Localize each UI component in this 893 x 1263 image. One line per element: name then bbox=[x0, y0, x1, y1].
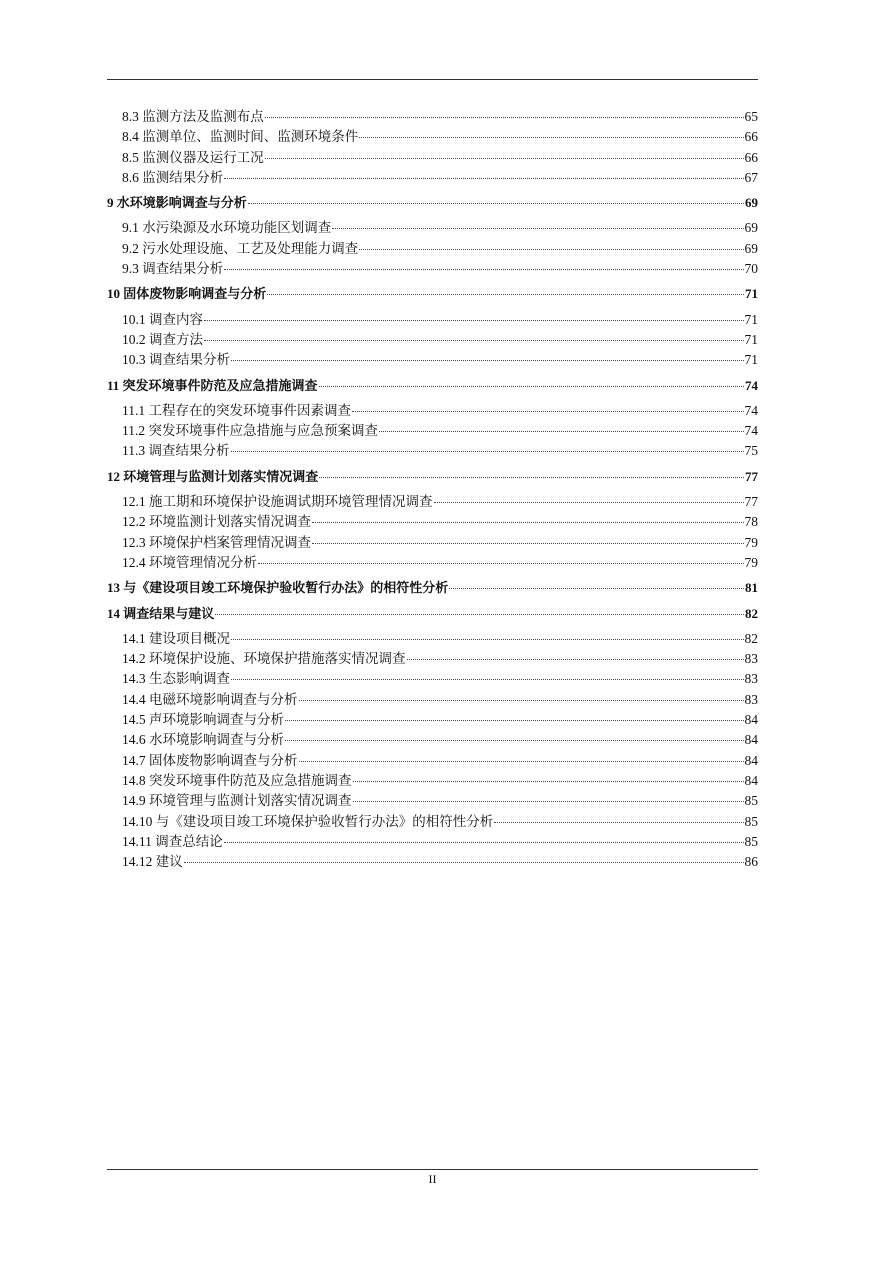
toc-section-entry[interactable] bbox=[107, 259, 758, 279]
toc-entry-title: 11.2 突发环境事件应急措施与应急预案调查 bbox=[122, 423, 378, 439]
toc-dot-leader bbox=[231, 450, 744, 452]
toc-section-entry[interactable] bbox=[107, 492, 758, 512]
header-rule bbox=[107, 79, 758, 80]
toc-dot-leader bbox=[379, 430, 744, 432]
toc-entry-title: 12.2 环境监测计划落实情况调查 bbox=[122, 514, 311, 530]
toc-dot-leader bbox=[258, 562, 744, 564]
toc-section-entry[interactable] bbox=[107, 107, 758, 127]
toc-section-entry[interactable] bbox=[107, 553, 758, 573]
toc-dot-leader bbox=[359, 248, 743, 250]
toc-entry-page-number: 77 bbox=[745, 468, 758, 484]
toc-section-entry[interactable] bbox=[107, 148, 758, 168]
toc-entry-title: 9 水环境影响调查与分析 bbox=[107, 195, 247, 211]
toc-section-entry[interactable] bbox=[107, 239, 758, 259]
footer-page-number: II bbox=[428, 1172, 437, 1186]
toc-entry-page-number: 78 bbox=[744, 514, 758, 530]
toc-entry-title: 14.1 建设项目概况 bbox=[122, 630, 230, 646]
toc-entry-page-number: 71 bbox=[744, 352, 758, 368]
toc-section-entry[interactable] bbox=[107, 690, 758, 710]
toc-entry-page-number: 85 bbox=[744, 833, 758, 849]
toc-section-entry[interactable] bbox=[107, 649, 758, 669]
toc-dot-leader bbox=[353, 780, 744, 782]
toc-section-entry[interactable] bbox=[107, 401, 758, 421]
toc-dot-leader bbox=[299, 760, 744, 762]
toc-section-entry[interactable] bbox=[107, 218, 758, 238]
toc-entry-title: 14.7 固体废物影响调查与分析 bbox=[122, 752, 298, 768]
toc-entry-title: 9.3 调查结果分析 bbox=[122, 261, 224, 277]
toc-entry-page-number: 71 bbox=[744, 331, 758, 347]
toc-entry-page-number: 82 bbox=[744, 630, 758, 646]
toc-entry-title: 10.1 调查内容 bbox=[122, 311, 203, 327]
toc-section-entry[interactable] bbox=[107, 710, 758, 730]
toc-dot-leader bbox=[265, 116, 744, 118]
toc-entry-title: 14 调查结果与建议 bbox=[107, 605, 215, 621]
toc-entry-title: 11.1 工程存在的突发环境事件因素调查 bbox=[122, 402, 351, 418]
toc-dot-leader bbox=[231, 638, 744, 640]
toc-section-entry[interactable] bbox=[107, 533, 758, 553]
toc-section-entry[interactable] bbox=[107, 441, 758, 461]
toc-dot-leader bbox=[215, 613, 744, 615]
toc-entry-title: 9.2 污水处理设施、工艺及处理能力调查 bbox=[122, 240, 359, 256]
toc-entry-page-number: 67 bbox=[744, 169, 758, 185]
toc-section-entry[interactable] bbox=[107, 852, 758, 872]
toc-entry-page-number: 69 bbox=[744, 240, 758, 256]
toc-section-entry[interactable] bbox=[107, 168, 758, 188]
toc-entry-title: 14.12 建议 bbox=[122, 854, 183, 870]
toc-entry-title: 14.4 电磁环境影响调查与分析 bbox=[122, 691, 298, 707]
toc-chapter-entry[interactable] bbox=[107, 578, 758, 598]
toc-entry-title: 14.9 环境管理与监测计划落实情况调查 bbox=[122, 793, 352, 809]
toc-entry-title: 14.3 生态影响调查 bbox=[122, 671, 230, 687]
toc-section-entry[interactable] bbox=[107, 421, 758, 441]
toc-dot-leader bbox=[265, 157, 744, 159]
toc-entry-page-number: 74 bbox=[744, 423, 758, 439]
toc-dot-leader bbox=[319, 476, 744, 478]
toc-section-entry[interactable] bbox=[107, 330, 758, 350]
toc-dot-leader bbox=[299, 699, 744, 701]
toc-dot-leader bbox=[267, 293, 744, 295]
toc-entry-title: 11.3 调查结果分析 bbox=[122, 443, 230, 459]
toc-entry-page-number: 69 bbox=[744, 220, 758, 236]
toc-dot-leader bbox=[352, 410, 744, 412]
toc-entry-title: 12.3 环境保护档案管理情况调查 bbox=[122, 534, 311, 550]
toc-section-entry[interactable] bbox=[107, 669, 758, 689]
toc-entry-page-number: 84 bbox=[744, 772, 758, 788]
toc-entry-page-number: 66 bbox=[744, 149, 758, 165]
toc-dot-leader bbox=[285, 719, 744, 721]
toc-entry-page-number: 77 bbox=[744, 494, 758, 510]
toc-dot-leader bbox=[494, 821, 743, 823]
toc-chapter-entry[interactable] bbox=[107, 284, 758, 304]
toc-dot-leader bbox=[204, 339, 744, 341]
toc-entry-title: 13 与《建设项目竣工环境保护验收暂行办法》的相符性分析 bbox=[107, 580, 449, 596]
toc-entry-title: 12.1 施工期和环境保护设施调试期环境管理情况调查 bbox=[122, 494, 433, 510]
toc-entry-page-number: 75 bbox=[744, 443, 758, 459]
toc-entry-title: 14.6 水环境影响调查与分析 bbox=[122, 732, 284, 748]
toc-entry-title: 8.3 监测方法及监测布点 bbox=[122, 109, 264, 124]
toc-section-entry[interactable] bbox=[107, 730, 758, 750]
toc-entry-title: 10 固体废物影响调查与分析 bbox=[107, 286, 267, 302]
toc-entry-page-number: 85 bbox=[744, 813, 758, 829]
toc-dot-leader bbox=[224, 268, 743, 270]
toc-entry-title: 8.5 监测仪器及运行工况 bbox=[122, 149, 264, 165]
toc-entry-page-number: 69 bbox=[745, 195, 758, 211]
toc-entry-page-number: 70 bbox=[744, 261, 758, 277]
toc-dot-leader bbox=[449, 587, 744, 589]
toc-entry-page-number: 81 bbox=[745, 580, 758, 596]
toc-entry-title: 8.4 监测单位、监测时间、监测环境条件 bbox=[122, 129, 359, 145]
toc-entry-page-number: 79 bbox=[744, 534, 758, 550]
toc-entry-page-number: 83 bbox=[744, 651, 758, 667]
toc-dot-leader bbox=[224, 841, 744, 843]
toc-entry-page-number: 84 bbox=[744, 732, 758, 748]
toc-entry-page-number: 71 bbox=[744, 311, 758, 327]
toc-section-entry[interactable] bbox=[107, 310, 758, 330]
toc-entry-page-number: 82 bbox=[745, 605, 758, 621]
toc-entry-page-number: 74 bbox=[744, 402, 758, 418]
toc-chapter-entry[interactable] bbox=[107, 604, 758, 624]
toc-section-entry[interactable] bbox=[107, 629, 758, 649]
toc-chapter-entry[interactable] bbox=[107, 193, 758, 213]
toc-entry-page-number: 83 bbox=[744, 691, 758, 707]
toc-section-entry[interactable] bbox=[107, 771, 758, 791]
toc-entry-title: 9.1 水污染源及水环境功能区划调查 bbox=[122, 220, 332, 236]
toc-dot-leader bbox=[312, 542, 744, 544]
toc-entry-page-number: 71 bbox=[745, 286, 758, 302]
toc-section-entry[interactable] bbox=[107, 751, 758, 771]
toc-entry-title: 8.6 监测结果分析 bbox=[122, 169, 224, 185]
toc-entry-page-number: 65 bbox=[744, 109, 758, 124]
toc-entry-title: 12.4 环境管理情况分析 bbox=[122, 554, 257, 570]
toc-dot-leader bbox=[319, 385, 744, 387]
toc-dot-leader bbox=[248, 202, 744, 204]
toc-section-entry[interactable] bbox=[107, 791, 758, 811]
toc-dot-leader bbox=[332, 227, 743, 229]
toc-dot-leader bbox=[407, 658, 744, 660]
toc-entry-page-number: 66 bbox=[744, 129, 758, 145]
toc-chapter-entry[interactable] bbox=[107, 467, 758, 487]
toc-entry-page-number: 74 bbox=[745, 377, 758, 393]
toc-dot-leader bbox=[231, 359, 744, 361]
footer-rule bbox=[107, 1169, 758, 1170]
toc-section-entry[interactable] bbox=[107, 832, 758, 852]
toc-dot-leader bbox=[285, 739, 744, 741]
toc-entry-title: 14.2 环境保护设施、环境保护措施落实情况调查 bbox=[122, 651, 406, 667]
toc-dot-leader bbox=[204, 319, 744, 321]
toc-entry-title: 11 突发环境事件防范及应急措施调查 bbox=[107, 377, 318, 393]
toc-entry-title: 14.10 与《建设项目竣工环境保护验收暂行办法》的相符性分析 bbox=[122, 813, 494, 829]
toc-dot-leader bbox=[359, 136, 743, 138]
toc-entry-title: 12 环境管理与监测计划落实情况调查 bbox=[107, 468, 319, 484]
toc-section-entry[interactable] bbox=[107, 512, 758, 532]
toc-entry-title: 10.3 调查结果分析 bbox=[122, 352, 230, 368]
toc-entry-title: 14.8 突发环境事件防范及应急措施调查 bbox=[122, 772, 352, 788]
toc-entry-page-number: 83 bbox=[744, 671, 758, 687]
toc-section-entry[interactable] bbox=[107, 812, 758, 832]
toc-entry-title: 10.2 调查方法 bbox=[122, 331, 203, 347]
table-of-contents bbox=[107, 107, 758, 872]
toc-dot-leader bbox=[231, 678, 744, 680]
toc-section-entry[interactable] bbox=[107, 127, 758, 147]
toc-entry-page-number: 84 bbox=[744, 712, 758, 728]
toc-entry-title: 14.5 声环境影响调查与分析 bbox=[122, 712, 284, 728]
toc-entry-page-number: 84 bbox=[744, 752, 758, 768]
toc-section-entry[interactable] bbox=[107, 350, 758, 370]
toc-entry-page-number: 79 bbox=[744, 554, 758, 570]
toc-dot-leader bbox=[434, 501, 744, 503]
toc-dot-leader bbox=[312, 521, 744, 523]
toc-entry-title: 14.11 调查总结论 bbox=[122, 833, 223, 849]
toc-entry-page-number: 86 bbox=[744, 854, 758, 870]
toc-entry-page-number: 85 bbox=[744, 793, 758, 809]
toc-chapter-entry[interactable] bbox=[107, 376, 758, 396]
toc-dot-leader bbox=[224, 177, 743, 179]
toc-dot-leader bbox=[184, 861, 744, 863]
toc-dot-leader bbox=[353, 800, 744, 802]
